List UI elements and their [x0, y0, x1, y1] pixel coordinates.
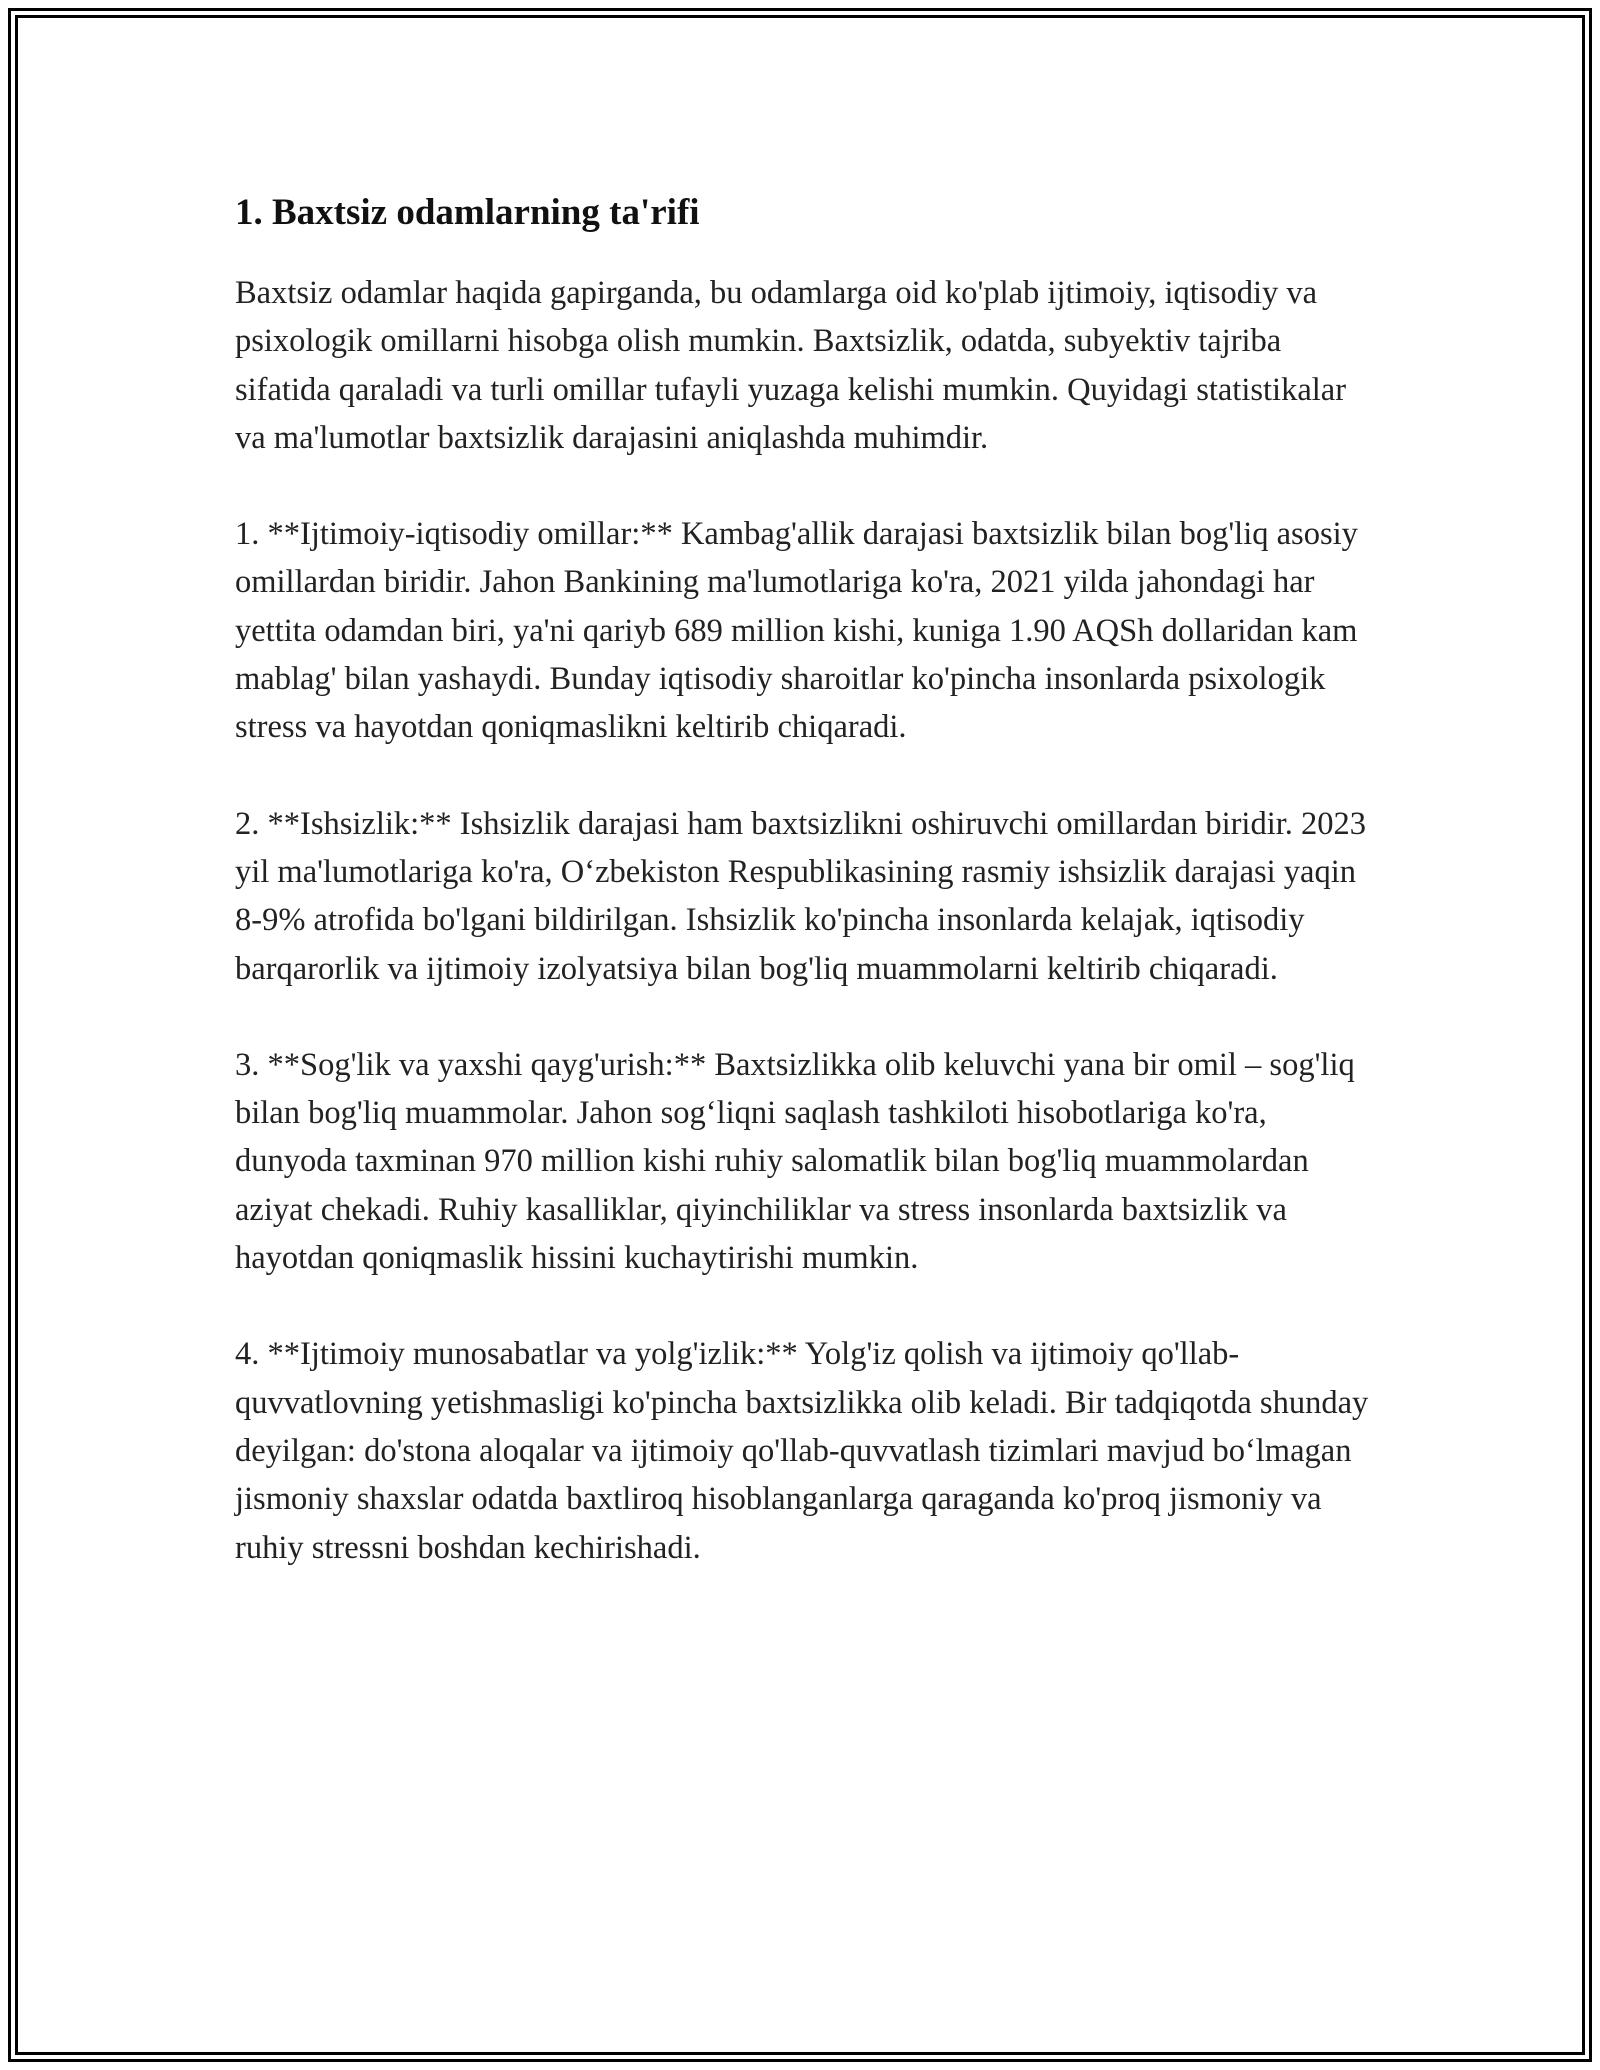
- document-body: [235, 185, 1370, 1620]
- paragraph-unemployment: 2. **Ishsizlik:** Ishsizlik darajasi ham baxtsizlikni oshiruvchi omillardan biridir. 2023 yil ma'lumotlariga ko'ra, O‘zbekiston Respublikasining rasmiy ishsizlik darajasi yaqin 8-9% atrofida bo'lgani bildirilgan. Ishsizlik ko'pincha insonlarda kelajak, iqtisodiy barqarorlik va ijtimoiy izolyatsiya bilan bog'liq muammolarni keltirib chiqaradi.: [235, 805, 1367, 987]
- intro-paragraph: Baxtsiz odamlar haqida gapirganda, bu odamlarga oid ko'plab ijtimoiy, iqtisodiy va psixologik omillarni hisobga olish mumkin. Baxtsizlik, odatda, subyektiv tajriba sifatida qaraladi va turli omillar tufayli yuzaga kelishi mumkin. Quyidagi statistikalar va ma'lumotlar baxtsizlik darajasini aniqlashda muhimdir.: [235, 275, 1347, 456]
- section-heading: 1. Baxtsiz odamlarning ta'rifi: [235, 192, 700, 233]
- paragraph-health: 3. **Sog'lik va yaxshi qayg'urish:** Baxtsizlikka olib keluvchi yana bir omil – sog'liq bilan bog'liq muammolar. Jahon sog‘liqni saqlash tashkiloti hisobotlariga ko'ra, dunyoda taxminan 970 million kishi ruhiy salomatlik bilan bog'liq muammolardan aziyat chekadi. Ruhiy kasalliklar, qiyinchiliklar va stress insonlarda baxtsizlik va hayotdan qoniqmaslik hissini kuchaytirishi mumkin.: [235, 1046, 1355, 1277]
- paragraph-socioeconomic-factors: 1. **Ijtimoiy-iqtisodiy omillar:** Kambag'allik darajasi baxtsizlik bilan bog'liq asosiy omillardan biridir. Jahon Bankining ma'lumotlariga ko'ra, 2021 yilda jahondagi har yettita odamdan biri, ya'ni qariyb 689 million kishi, kuniga 1.90 AQSh dollaridan kam mablag' bilan yashaydi. Bunday iqtisodiy sharoitlar ko'pincha insonlarda psixologik stress va hayotdan qoniqmaslikni keltirib chiqaradi.: [235, 516, 1358, 746]
- paragraph-social-relations: 4. **Ijtimoiy munosabatlar va yolg'izlik:** Yolg'iz qolish va ijtimoiy qo'llab-quvvatlovning yetishmasligi ko'pincha baxtsizlikka olib keladi. Bir tadqiqotda shunday deyilgan: do'stona aloqalar va ijtimoiy qo'llab-quvvatlash tizimlari mavjud bo‘lmagan jismoniy shaxslar odatda baxtliroq hisoblanganlarga qaraganda ko'proq jismoniy va ruhiy stressni boshdan kechirishadi.: [235, 1336, 1369, 1566]
